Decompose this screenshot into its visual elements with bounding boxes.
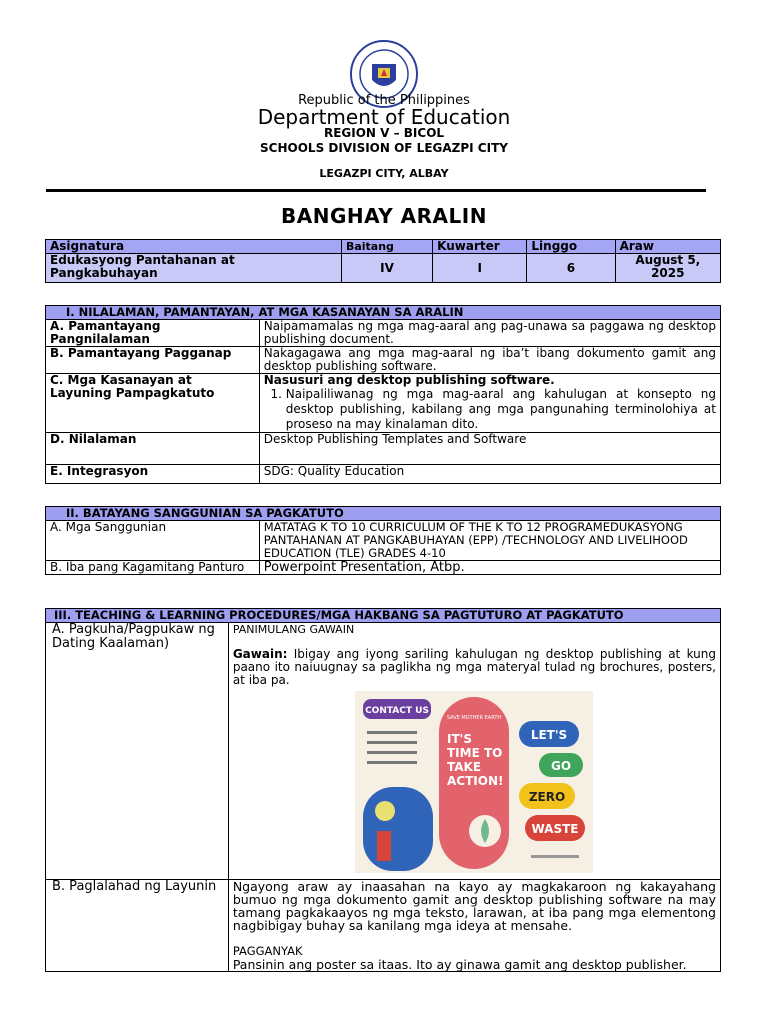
section3-row-a bbox=[46, 623, 721, 880]
info-value-row bbox=[46, 254, 721, 283]
section1-row-c bbox=[46, 374, 721, 433]
section1-value-e: SDG: Quality Education bbox=[259, 465, 720, 484]
section1-row-a bbox=[46, 320, 721, 347]
section1-label-a: A. Pamantayang Pangnilalaman bbox=[46, 320, 260, 347]
section1-label-e: E. Integrasyon bbox=[46, 465, 260, 484]
section1-row-d bbox=[46, 433, 721, 465]
region-label: REGION V – BICOL bbox=[323, 126, 445, 140]
section3-table bbox=[45, 608, 721, 972]
info-value-kuwarter: I bbox=[433, 254, 527, 283]
section1-table bbox=[45, 305, 721, 484]
info-value-asignatura: Edukasyong Pantahanan at Pangkabuhayan bbox=[46, 254, 342, 283]
section2-table bbox=[45, 506, 721, 575]
poster-action-line2: TIME TO bbox=[447, 746, 503, 760]
section1-value-c: Nasusuri ang desktop publishing software. bbox=[263, 373, 555, 387]
gawain-label: Gawain: bbox=[232, 647, 288, 661]
poster-action-line4: ACTION! bbox=[447, 774, 504, 788]
sample-poster-image bbox=[355, 691, 593, 873]
republic-label: Republic of the Philippines bbox=[298, 93, 470, 108]
section1-row-e bbox=[46, 465, 721, 484]
section1-value-a: Naipamamalas ng mga mag-aaral ang pag-unawa sa paggawa ng desktop publishing document. bbox=[259, 320, 720, 347]
section2-value-a: MATATAG K TO 10 CURRICULUM OF THE K TO 12 PROGRAMEDUKASYONG PANTAHANAN AT PANGKABUHAYAN (EPP) /TECHNOLOGY AND LIVELIHOOD EDUCATION (TLE) GRADES 4-10 bbox=[259, 521, 720, 561]
info-header-araw: Araw bbox=[615, 240, 720, 254]
section1-heading: I. NILALAMAN, PAMANTAYAN, AT MGA KASANAYAN SA ARALIN bbox=[46, 306, 721, 320]
poster-word-waste: WASTE bbox=[531, 822, 579, 836]
pagganyak-text: Pansinin ang poster sa itaas. Ito ay ginawa gamit ang desktop publisher. bbox=[232, 957, 687, 972]
info-header-baitang: Baitang bbox=[341, 240, 432, 254]
section2-label-a: A. Mga Sanggunian bbox=[46, 521, 260, 561]
section1-list-item: 1. Naipaliliwanag ng mga mag-aaral ang kahulugan at konsepto ng desktop publishing, kabilang ang mga pangunahing terminolohiya at proseso na may kinalaman dito. bbox=[286, 387, 716, 432]
section3-label-a: A. Pagkuha/Pagpukaw ng Dating Kaalaman) bbox=[46, 623, 229, 880]
section1-value-b: Nakagagawa ang mga mag-aaral ng iba’t ibang dokumento gamit ang desktop publishing software. bbox=[259, 347, 720, 374]
poster-word-lets: LET'S bbox=[531, 728, 568, 742]
poster-word-go: GO bbox=[551, 759, 572, 773]
section3-heading: III. TEACHING & LEARNING PROCEDURES/MGA HAKBANG SA PAGTUTURO AT PAGKATUTO bbox=[46, 609, 721, 623]
info-table bbox=[45, 239, 721, 283]
section3-row-b bbox=[46, 880, 721, 972]
section2-label-b: B. Iba pang Kagamitang Panturo bbox=[46, 561, 260, 575]
info-header-row bbox=[46, 240, 721, 254]
poster-action-line3: TAKE bbox=[447, 760, 482, 774]
gawain-text: Ibigay ang iyong sariling kahulugan ng desktop publishing at kung paano ito naiuugnay sa paglikha ng mga materyal tulad ng brochures, posters, at iba pa. bbox=[232, 647, 716, 687]
section1-label-b: B. Pamantayang Pagganap bbox=[46, 347, 260, 374]
poster-action-line1: IT'S bbox=[447, 732, 473, 746]
section1-label-d: D. Nilalaman bbox=[46, 433, 260, 465]
division-label: SCHOOLS DIVISION OF LEGAZPI CITY bbox=[260, 141, 508, 155]
info-value-baitang: IV bbox=[341, 254, 432, 283]
section3-label-b: B. Paglalahad ng Layunin bbox=[46, 880, 229, 972]
section1-label-c: C. Mga Kasanayan at Layuning Pampagkatuto bbox=[46, 374, 260, 433]
section1-row-b bbox=[46, 347, 721, 374]
section2-row-b bbox=[46, 561, 721, 575]
department-label: Department of Education bbox=[257, 105, 511, 129]
header-divider bbox=[46, 189, 706, 192]
section2-heading: II. BATAYANG SANGGUNIAN SA PAGKATUTO bbox=[46, 507, 721, 521]
info-header-kuwarter: Kuwarter bbox=[433, 240, 527, 254]
section2-value-b: Powerpoint Presentation, Atbp. bbox=[259, 561, 720, 575]
pagganyak-label: PAGGANYAK bbox=[232, 944, 303, 958]
document-title: BANGHAY ARALIN bbox=[281, 204, 487, 228]
section1-value-d: Desktop Publishing Templates and Software bbox=[259, 433, 720, 465]
info-header-linggo: Linggo bbox=[527, 240, 615, 254]
section2-row-a bbox=[46, 521, 721, 561]
rowb-text: Ngayong araw ay inaasahan na kayo ay magkakaroon ng kakayahang bumuo ng mga dokumento gamit ang desktop publishing software na may tamang pagkakaayos ng mga teksto, larawan, at iba pang mga elementong nagbibigay buhay sa kanilang mga ideya at mensahe. bbox=[232, 879, 716, 933]
poster-contact-text: CONTACT US bbox=[365, 706, 430, 716]
poster-tagline: SAVE MOTHER EARTH bbox=[447, 715, 502, 721]
info-header-asignatura: Asignatura bbox=[46, 240, 342, 254]
city-label: LEGAZPI CITY, ALBAY bbox=[319, 167, 449, 180]
info-value-araw: August 5, 2025 bbox=[615, 254, 720, 283]
poster-blue-shape bbox=[363, 787, 433, 871]
poster-word-zero: ZERO bbox=[529, 790, 566, 804]
info-value-linggo: 6 bbox=[527, 254, 615, 283]
section3-intro: PANIMULANG GAWAIN bbox=[232, 623, 355, 636]
